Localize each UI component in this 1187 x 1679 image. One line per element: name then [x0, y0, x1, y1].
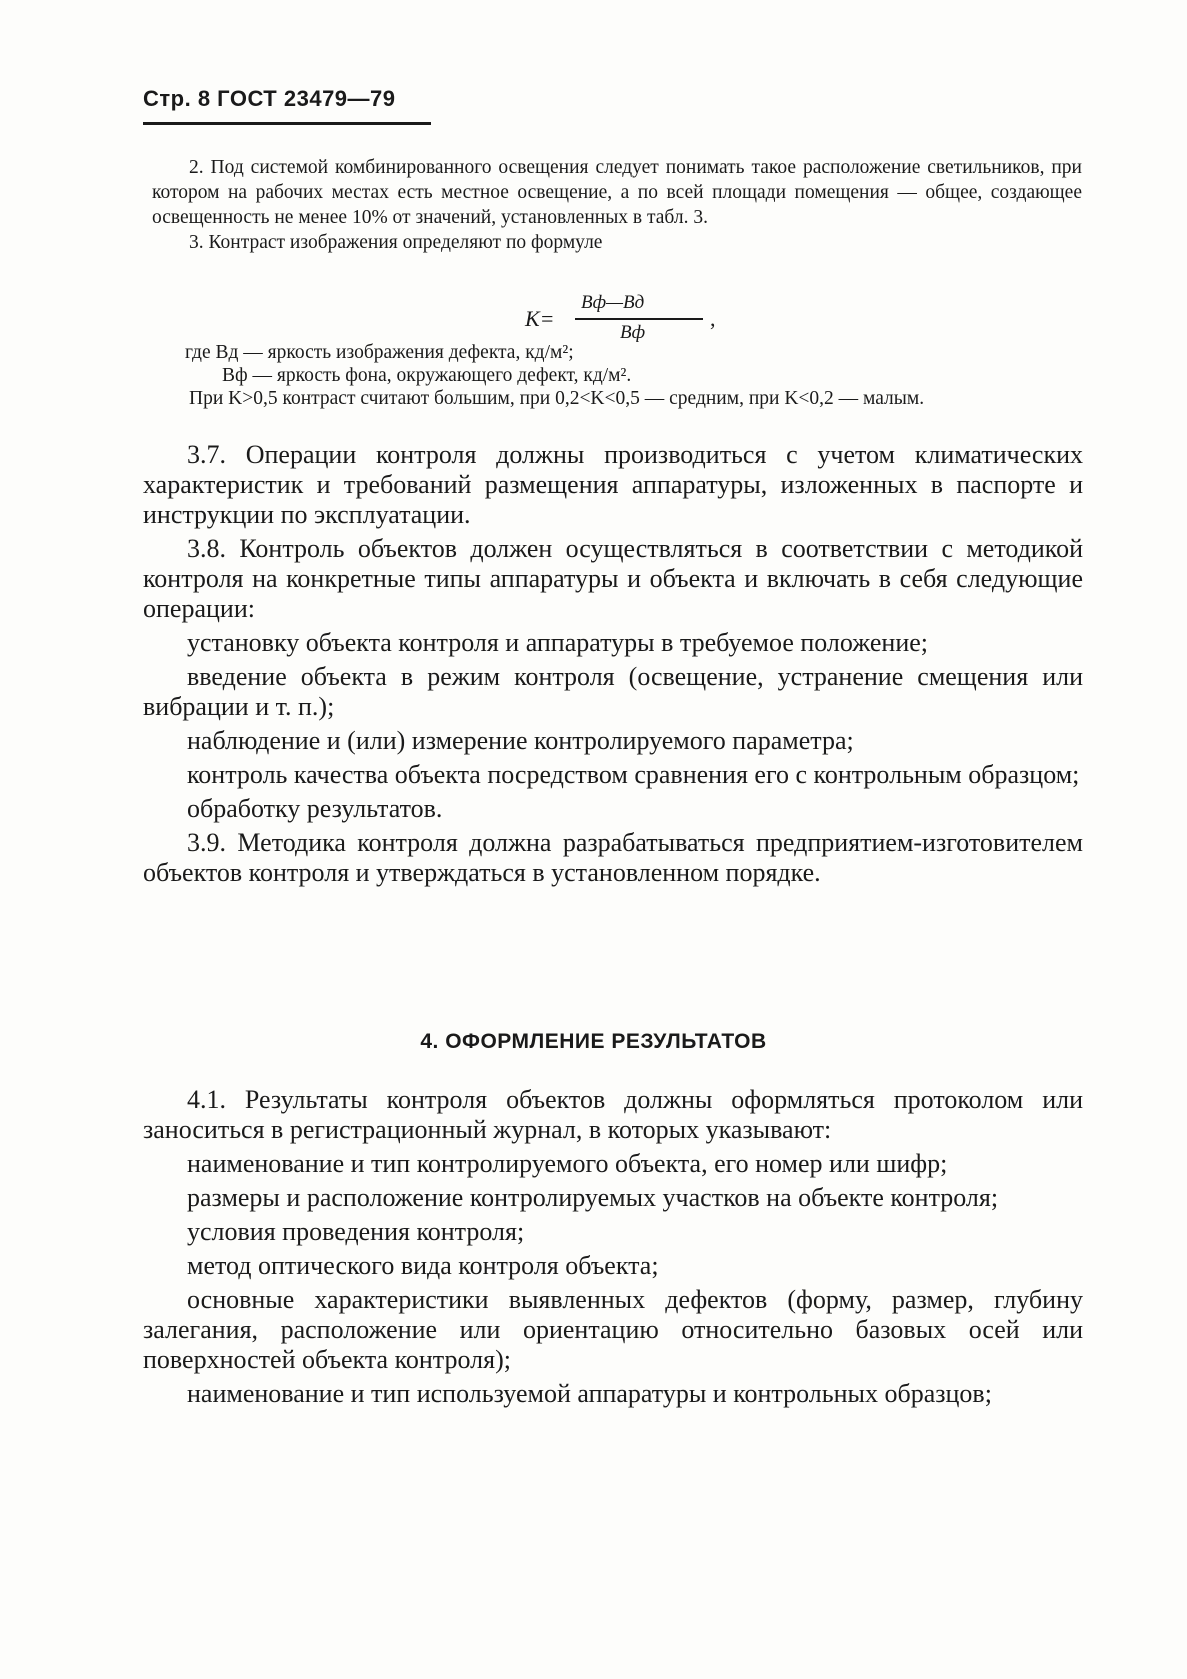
- note-2: 2. Под системой комбинированного освещения следует понимать такое расположение светильников, при котором на рабочих местах есть местное освещение, а по всей площади помещения — общее, создающее освещенность не менее 10% от значений, установленных в табл. 3.: [152, 157, 1082, 228]
- clause-4-1-item: основные характеристики выявленных дефектов (форму, размер, глубину залегания, расположение или ориентацию относительно базовых осей или поверхностей объекта контроля);: [143, 1285, 1083, 1374]
- where-line-2: Bф — яркость фона, окружающего дефект, кд/м².: [222, 365, 632, 386]
- clause-3-8-item: введение объекта в режим контроля (освещение, устранение смещения или вибрации и т. п.);: [143, 662, 1083, 721]
- clause-3-8-item: контроль качества объекта посредством сравнения его с контрольным образцом;: [187, 760, 1080, 789]
- section-4-body: [143, 1085, 1083, 1413]
- formula-numerator: Bф—Bд: [581, 292, 645, 313]
- where-line-1: где Bд — яркость изображения дефекта, кд/м²;: [185, 342, 574, 363]
- clause-4-1-item: метод оптического вида контроля объекта;: [187, 1251, 659, 1280]
- clause-4-1-item: наименование и тип используемой аппаратуры и контрольных образцов;: [187, 1379, 992, 1408]
- clause-4-1-item: условия проведения контроля;: [187, 1217, 525, 1246]
- clause-3-8-item: установку объекта контроля и аппаратуры в требуемое положение;: [187, 628, 929, 657]
- clauses-3: [143, 440, 1083, 892]
- section-4-title: 4. ОФОРМЛЕНИЕ РЕЗУЛЬТАТОВ: [420, 1030, 767, 1053]
- clause-3-7: 3.7. Операции контроля должны производиться с учетом климатических характеристик и требований размещения аппаратуры, изложенных в паспорте и инструкции по эксплуатации.: [143, 440, 1083, 529]
- formula-denominator: Bф: [620, 322, 646, 343]
- clause-4-1-item: размеры и расположение контролируемых участков на объекте контроля;: [187, 1183, 999, 1212]
- clause-4-1-intro: 4.1. Результаты контроля объектов должны оформляться протоколом или заноситься в регистрационный журнал, в которых указывают:: [143, 1085, 1083, 1144]
- note-3: 3. Контраст изображения определяют по формуле: [189, 232, 603, 253]
- formula-lhs: K=: [525, 306, 555, 331]
- formula-comma: ,: [710, 306, 716, 331]
- fraction-bar: [575, 318, 703, 320]
- clause-4-1-item: наименование и тип контролируемого объекта, его номер или шифр;: [187, 1149, 948, 1178]
- clause-3-8-intro: 3.8. Контроль объектов должен осуществляться в соответствии с методикой контроля на конкретные типы аппаратуры и объекта и включать в себя следующие операции:: [143, 534, 1083, 623]
- clause-3-8-item: обработку результатов.: [187, 794, 443, 823]
- header-rule: [143, 122, 431, 125]
- clause-3-8-item: наблюдение и (или) измерение контролируемого параметра;: [187, 726, 854, 755]
- notes-block: [152, 155, 1082, 255]
- contrast-rule-block: [152, 386, 1082, 411]
- clause-3-9: 3.9. Методика контроля должна разрабатываться предприятием-изготовителем объектов контроля и утверждаться в установленном порядке.: [143, 828, 1083, 887]
- contrast-rule: При K>0,5 контраст считают большим, при 0,2<K<0,5 — средним, при K<0,2 — малым.: [189, 388, 925, 409]
- page-header: Стр. 8 ГОСТ 23479—79: [143, 86, 396, 111]
